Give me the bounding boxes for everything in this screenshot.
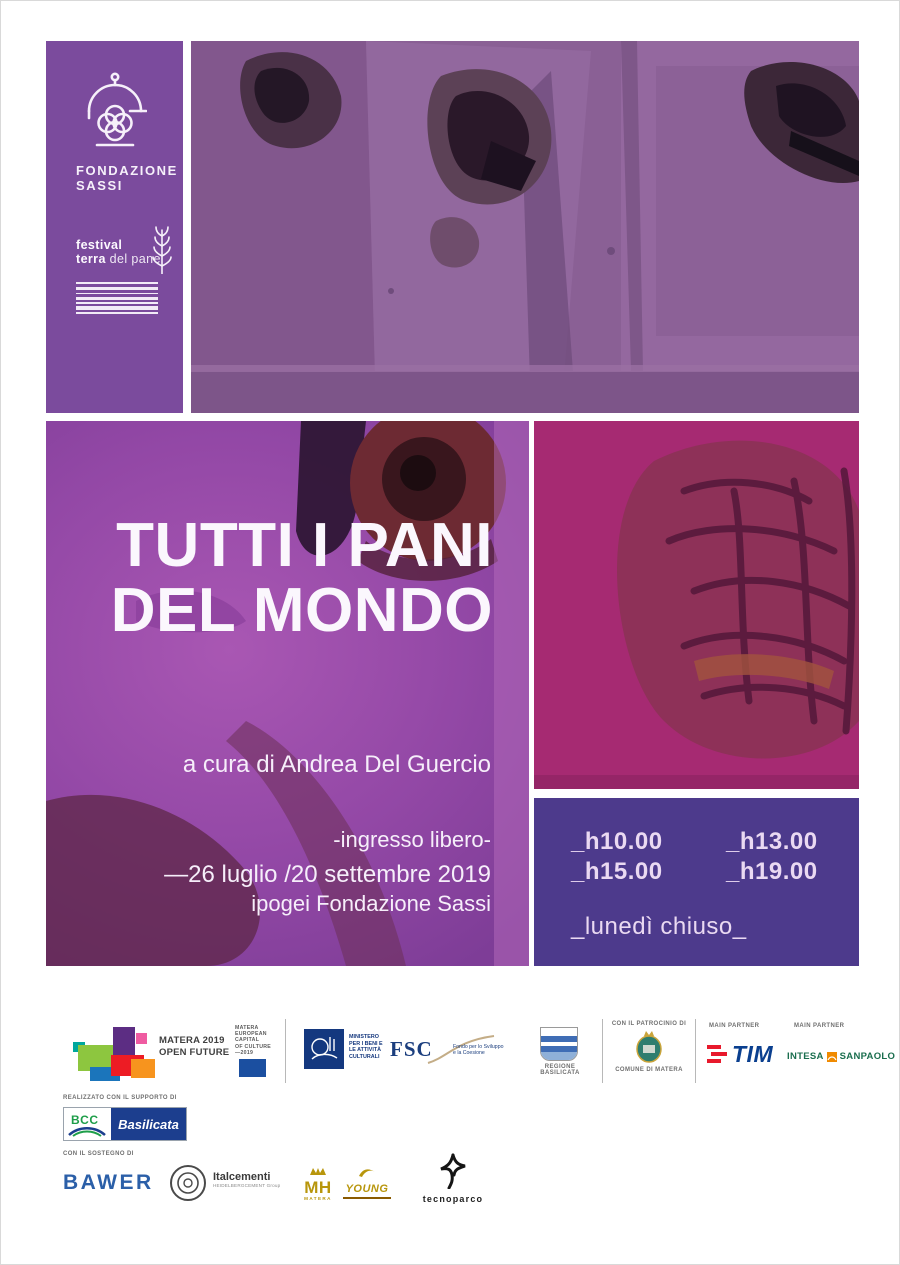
young-rule (343, 1197, 391, 1199)
ministero-line: PER I BENI E (349, 1040, 383, 1047)
comune-matera-crest-icon (634, 1030, 664, 1064)
young-flourish-icon (357, 1166, 377, 1178)
tim-partner-label: MAIN PARTNER (709, 1023, 760, 1029)
venue-line: ipogei Fondazione Sassi (251, 891, 491, 916)
right-photo-illustration (534, 421, 859, 789)
exhibition-title (76, 513, 493, 643)
hour-3: _h15.00 (571, 858, 663, 885)
fsc-tagline-line2: e la Coesione (453, 1050, 485, 1056)
fsc-tagline-line1: Fondo per lo Sviluppo (453, 1044, 504, 1050)
top-photo-illustration (191, 41, 859, 413)
bcc-acronym: BCC (71, 1113, 99, 1127)
festival-terra: terra (76, 252, 110, 266)
ministero-emblem-icon (304, 1029, 344, 1069)
admission-line: -ingresso libero- (333, 827, 491, 852)
patrocinio-label: CON IL PATROCINIO DI (611, 1021, 687, 1027)
title-line2: DEL MONDO (110, 576, 493, 645)
hour-2: _h13.00 (726, 828, 818, 855)
shield-band (541, 1052, 577, 1060)
strata-line (76, 302, 158, 304)
bread-artwork-photo (534, 421, 859, 789)
foundation-name-line2: SASSI (76, 178, 124, 193)
intesa-bridge-icon (827, 1052, 837, 1062)
brand-sidebar (46, 41, 183, 413)
mh-crown-icon (310, 1168, 326, 1175)
bcc-basilicata-logo (63, 1107, 187, 1141)
matera2019-line2: OPEN FUTURE (159, 1046, 230, 1058)
intesa-partner-label: MAIN PARTNER (794, 1023, 845, 1029)
capital-line: —2019 (235, 1049, 254, 1056)
capital-line: MATERA (235, 1025, 259, 1031)
footer-divider (285, 1019, 286, 1083)
hour-4: _h19.00 (726, 858, 818, 885)
mh-city: MATERA (304, 1196, 332, 1201)
ministero-line: CULTURALI (349, 1053, 380, 1060)
young-word: YOUNG (345, 1183, 389, 1195)
footer-divider (602, 1019, 603, 1083)
young-logo (343, 1165, 391, 1199)
strata-line (76, 306, 158, 310)
eu-flag-icon (239, 1059, 266, 1077)
wheat-icon (149, 226, 175, 274)
strata-line (76, 293, 158, 295)
fondazione-sassi-dome-icon (83, 71, 147, 157)
intesa-word: INTESA (787, 1051, 824, 1062)
regione-basilicata-label: REGIONE BASILICATA (540, 1064, 580, 1076)
ministero-emblem-glyph (304, 1029, 344, 1069)
bcc-mark (64, 1108, 111, 1140)
matera-block (131, 1059, 155, 1078)
tim-stripes-icon (707, 1043, 729, 1067)
matera2019-blocks-icon (73, 1025, 153, 1081)
closed-note: _lunedì chiuso_ (571, 913, 747, 940)
italcementi-name: Italcementi (213, 1171, 271, 1183)
mh-acronym: MH (304, 1178, 332, 1197)
tim-wordmark: TIM (732, 1041, 774, 1067)
strata-lines-icon (76, 282, 158, 317)
ministero-line: MINISTERO (349, 1034, 379, 1040)
ministero-line: LE ATTIVITÀ (349, 1047, 382, 1054)
main-artwork-photo (46, 421, 529, 966)
matera2019-line1: MATERA 2019 (159, 1035, 225, 1046)
comune-matera-label: COMUNE DI MATERA (615, 1067, 683, 1073)
italcementi-circle-icon (169, 1164, 207, 1202)
mh-matera-logo (300, 1162, 336, 1201)
tecnoparco-word: tecnoparco (422, 1194, 484, 1204)
bawer-logo: BAWER (63, 1171, 154, 1194)
italcementi-wordmark (213, 1171, 280, 1188)
shield-band (541, 1028, 577, 1036)
strata-line (76, 287, 158, 291)
regione-basilicata-shield-icon (540, 1027, 578, 1061)
fsc-wordmark: FSC (390, 1037, 433, 1061)
capital-line: CAPITAL (235, 1037, 260, 1044)
italcementi-group: HEIDELBERGCEMENT Group (213, 1183, 281, 1188)
strata-line (76, 312, 158, 314)
foundation-name (76, 163, 178, 193)
capital-line: OF CULTURE (235, 1043, 272, 1050)
title-line1: TUTTI I PANI (116, 511, 493, 580)
strata-line (76, 282, 158, 284)
intesa-sanpaolo-logo (787, 1051, 895, 1062)
fsc-tagline (453, 1044, 503, 1056)
festival-del-pane: del pane (109, 252, 161, 266)
curator-line: a cura di Andrea Del Guercio (182, 751, 491, 778)
footer-divider (695, 1019, 696, 1083)
tecnoparco-logo (421, 1153, 485, 1204)
matera-block (113, 1027, 135, 1055)
ministero-label (349, 1034, 383, 1060)
top-artwork-photo (191, 41, 859, 413)
bcc-region-name: Basilicata (111, 1108, 186, 1140)
matera2019-wordmark (159, 1035, 229, 1058)
dates-line: —26 luglio /20 settembre 2019 (164, 861, 491, 888)
capital-of-culture-label (235, 1025, 279, 1056)
strata-line (76, 297, 158, 300)
opening-hours-panel (534, 798, 859, 966)
capital-line: EUROPEAN (235, 1031, 267, 1038)
festival-word: festival (76, 238, 123, 252)
sanpaolo-word: SANPAOLO (839, 1051, 896, 1062)
tecnoparco-bird-icon (438, 1153, 468, 1189)
matera-block (136, 1033, 147, 1044)
hour-1: _h10.00 (571, 828, 663, 855)
bcc-arc-icon (67, 1125, 107, 1137)
foundation-name-line1: FONDAZIONE (76, 163, 178, 178)
supporto-label: REALIZZATO CON IL SUPPORTO DI (63, 1095, 177, 1101)
sostegno-label: CON IL SOSTEGNO DI (63, 1151, 134, 1157)
